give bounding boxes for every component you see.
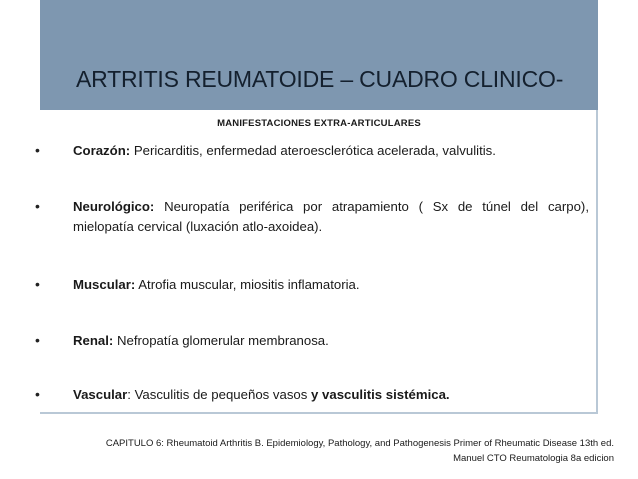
item-text: Neuropatía periférica por atrapamiento ( Sx de túnel del carpo), mielopatía cervical (luxación atlo-axoidea). [73, 199, 589, 234]
item-text: Pericarditis, enfermedad ateroesclerótica acelerada, valvulitis. [130, 143, 496, 158]
item-text: Nefropatía glomerular membranosa. [113, 333, 329, 348]
item-text: Atrofia muscular, miositis inflamatoria. [135, 277, 360, 292]
item-term: Muscular: [73, 277, 136, 292]
item-text: : Vasculitis de pequeños vasos [127, 387, 312, 402]
list-item-renal [73, 331, 589, 351]
list-item-muscular [73, 275, 589, 295]
item-emphasis: y vasculitis sistémica. [311, 387, 450, 402]
item-term: Renal: [73, 333, 114, 348]
bullet-icon: • [35, 386, 40, 402]
citation [106, 436, 614, 466]
list-item-vascular [73, 385, 589, 405]
bullet-icon: • [35, 276, 40, 292]
list-item-neurologico [73, 197, 589, 237]
citation-line-2: Manuel CTO Reumatologia 8a edicion [453, 453, 614, 464]
slide-subtitle: MANIFESTACIONES EXTRA-ARTICULARES [217, 118, 421, 129]
bullet-icon: • [35, 198, 40, 214]
item-term: Vascular [73, 387, 128, 402]
title-band [40, 0, 598, 110]
bullet-icon: • [35, 332, 40, 348]
slide-title: ARTRITIS REUMATOIDE – CUADRO CLINICO- [76, 66, 564, 92]
bullet-icon: • [35, 142, 40, 158]
item-term: Neurológico: [73, 199, 155, 214]
item-term: Corazón: [73, 143, 131, 158]
list-item-corazon [73, 141, 589, 161]
citation-line-1: CAPITULO 6: Rheumatoid Arthritis B. Epidemiology, Pathology, and Pathogenesis Primer of Rheumatic Disease 13th ed. [105, 438, 614, 449]
